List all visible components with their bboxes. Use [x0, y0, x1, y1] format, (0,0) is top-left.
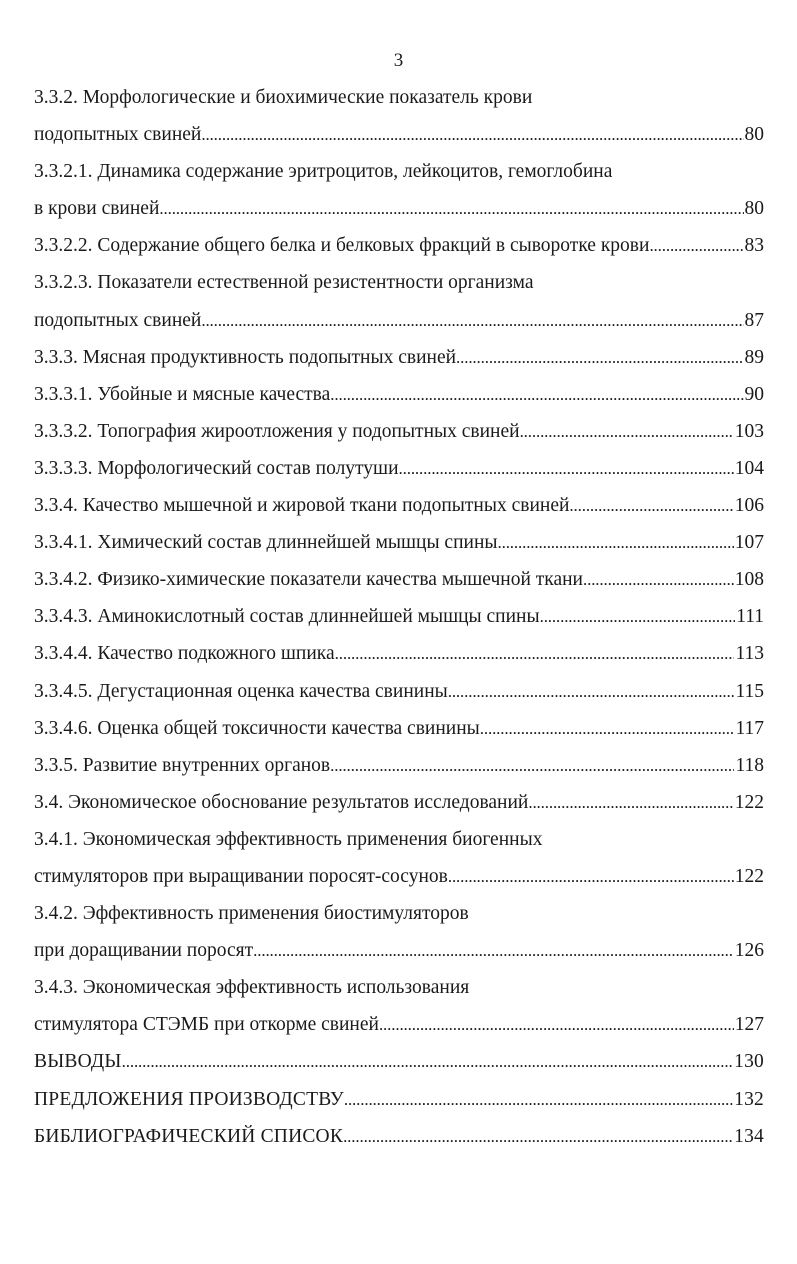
toc-text: в крови свиней	[34, 198, 160, 220]
dot-leader	[201, 302, 743, 339]
dot-leader	[448, 673, 735, 710]
toc-line[interactable]	[34, 858, 764, 895]
dot-leader	[528, 784, 733, 821]
page-number: 3	[393, 50, 404, 71]
toc-page-number: 127	[734, 1014, 764, 1036]
toc-page-number: 80	[744, 124, 764, 146]
dot-leader	[343, 1118, 733, 1155]
toc-text: 3.4.1. Экономическая эффективность применения биогенных	[34, 828, 543, 850]
toc-text: 3.3.3.1. Убойные и мясные качества	[34, 383, 331, 405]
toc-text: 3.4. Экономическое обоснование результатов исследований	[34, 791, 529, 813]
toc-page-number: 104	[734, 457, 764, 479]
toc-page-number: 87	[744, 309, 764, 331]
toc-line	[34, 821, 764, 858]
toc-text: 3.3.5. Развитие внутренних органов	[34, 754, 331, 776]
toc-line[interactable]	[34, 450, 764, 487]
toc-line-bibliography[interactable]	[34, 1118, 764, 1155]
toc-line	[34, 895, 764, 932]
toc-line[interactable]	[34, 302, 764, 339]
dot-leader	[201, 116, 743, 153]
toc-text: ВЫВОДЫ	[34, 1051, 122, 1073]
toc-page-number: 118	[735, 754, 764, 776]
toc-text: 3.3.4.3. Аминокислотный состав длиннейшей мышцы спины	[34, 606, 540, 628]
dot-leader	[583, 561, 734, 598]
dot-leader	[253, 932, 734, 969]
toc-text: 3.3.4.2. Физико-химические показатели качества мышечной ткани	[34, 569, 583, 591]
dot-leader	[379, 1006, 734, 1043]
toc-page-number: 115	[735, 680, 764, 702]
toc-page-number: 108	[734, 569, 764, 591]
toc-text: стимуляторов при выращивании поросят-сосунов	[34, 865, 448, 887]
toc-text: 3.3.3.2. Топография жироотложения у подопытных свиней	[34, 420, 520, 442]
toc-text: стимулятора СТЭМБ при откорме свиней	[34, 1014, 379, 1036]
toc-line[interactable]	[34, 561, 764, 598]
toc-line[interactable]	[34, 1006, 764, 1043]
toc-line[interactable]	[34, 673, 764, 710]
toc-page-number: 80	[744, 198, 764, 220]
toc-page-number: 122	[734, 791, 764, 813]
toc-line[interactable]	[34, 710, 764, 747]
toc-line	[34, 969, 764, 1006]
toc-text: подопытных свиней	[34, 124, 202, 146]
toc-text: 3.3.4.1. Химический состав длиннейшей мышцы спины	[34, 532, 498, 554]
toc-line[interactable]	[34, 227, 764, 264]
toc-line[interactable]	[34, 413, 764, 450]
toc-line	[34, 153, 764, 190]
dot-leader	[330, 376, 743, 413]
dot-leader	[520, 413, 734, 450]
toc-text: подопытных свиней	[34, 309, 202, 331]
toc-text: 3.3.4.5. Дегустационная оценка качества свинины	[34, 680, 448, 702]
dot-leader	[649, 227, 743, 264]
dot-leader	[569, 487, 733, 524]
table-of-contents	[34, 79, 764, 1155]
toc-page-number: 126	[734, 940, 764, 962]
toc-page-number: 90	[744, 383, 764, 405]
toc-line[interactable]	[34, 635, 764, 672]
toc-text: 3.3.4. Качество мышечной и жировой ткани подопытных свиней	[34, 495, 570, 517]
dot-leader	[456, 339, 743, 376]
dot-leader	[330, 747, 734, 784]
toc-page-number: 111	[736, 606, 764, 628]
toc-page-number: 113	[735, 643, 764, 665]
toc-line-conclusions[interactable]	[34, 1043, 764, 1080]
toc-line[interactable]	[34, 784, 764, 821]
dot-leader	[399, 450, 734, 487]
toc-text: 3.3.2.1. Динамика содержание эритроцитов, лейкоцитов, гемоглобина	[34, 161, 613, 183]
toc-line[interactable]	[34, 747, 764, 784]
toc-line[interactable]	[34, 339, 764, 376]
toc-line[interactable]	[34, 598, 764, 635]
dot-leader	[344, 1081, 733, 1118]
toc-text: 3.3.4.6. Оценка общей токсичности качества свинины	[34, 717, 480, 739]
toc-text: БИБЛИОГРАФИЧЕСКИЙ СПИСОК	[34, 1125, 344, 1147]
toc-page-number: 130	[734, 1051, 764, 1073]
dot-leader	[540, 598, 736, 635]
toc-text: при доращивании поросят	[34, 940, 254, 962]
toc-line[interactable]	[34, 190, 764, 227]
toc-text: ПРЕДЛОЖЕНИЯ ПРОИЗВОДСТВУ	[34, 1088, 344, 1110]
toc-text: 3.3.4.4. Качество подкожного шпика	[34, 643, 335, 665]
toc-line[interactable]	[34, 524, 764, 561]
toc-line[interactable]	[34, 487, 764, 524]
toc-page-number: 107	[734, 532, 764, 554]
dot-leader	[448, 858, 734, 895]
toc-page-number: 132	[734, 1088, 764, 1110]
toc-text: 3.4.3. Экономическая эффективность использования	[34, 977, 470, 999]
toc-line[interactable]	[34, 376, 764, 413]
toc-line	[34, 264, 764, 301]
toc-line-proposals[interactable]	[34, 1081, 764, 1118]
toc-text: 3.3.2.2. Содержание общего белка и белковых фракций в сыворотке крови	[34, 235, 650, 257]
toc-text: 3.3.2. Морфологические и биохимические показатель крови	[34, 87, 533, 108]
toc-line[interactable]	[34, 932, 764, 969]
toc-text: 3.4.2. Эффективность применения биостимуляторов	[34, 903, 469, 925]
toc-page-number: 106	[734, 495, 764, 517]
toc-page-number: 103	[734, 420, 764, 442]
toc-text: 3.3.2.3. Показатели естественной резистентности организма	[34, 272, 534, 294]
toc-page-number: 89	[744, 346, 764, 368]
toc-page-number: 122	[734, 865, 764, 887]
dot-leader	[159, 190, 743, 227]
dot-leader	[335, 635, 735, 672]
toc-text: 3.3.3.3. Морфологический состав полутуши	[34, 457, 399, 479]
toc-line[interactable]	[34, 116, 764, 153]
toc-page-number: 83	[744, 235, 764, 257]
toc-page-number: 117	[735, 717, 764, 739]
dot-leader	[122, 1043, 734, 1080]
toc-text: 3.3.3. Мясная продуктивность подопытных свиней	[34, 346, 457, 368]
toc-line	[34, 79, 764, 116]
toc-page-number: 134	[734, 1125, 764, 1147]
dot-leader	[498, 524, 734, 561]
dot-leader	[480, 710, 735, 747]
